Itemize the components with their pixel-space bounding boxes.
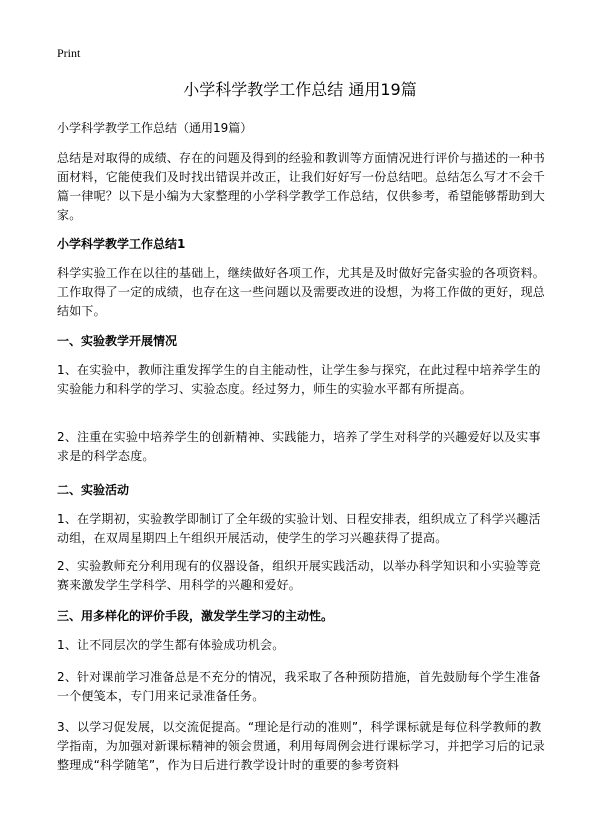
- section-1-intro: 科学实验工作在以往的基础上，继续做好各项工作，尤其是及时做好完备实验的各项资料。工作取得了一定的成绩，也存在这一些问题以及需要改进的设想，为将工作做的更好，现总结如下。: [57, 266, 546, 318]
- section-heading-1: 小学科学教学工作总结1: [57, 237, 186, 251]
- paragraph-3-3: 3、以学习促发展，以交流促提高。“理论是行动的准则”，科学课标就是每位科学教师的教学指南，为加强对新课标精神的领会贯通，利用每周例会进行课标学习，并把学习后的记录整理成“科学随笔”，作为日后进行教学设计时的重要的参考资料: [57, 720, 546, 772]
- subheading-experiment-teaching: 一、实验教学开展情况: [57, 334, 178, 348]
- paragraph-2-1: 1、在学期初，实验教学即制订了全年级的实验计划、日程安排表，组织成立了科学兴趣活动组，在双周星期四上午组织开展活动，使学生的学习兴趣获得了提高。: [57, 512, 541, 545]
- document-subtitle: 小学科学教学工作总结（通用19篇）: [57, 121, 253, 135]
- paragraph-3-2: 2、针对课前学习准备总是不充分的情况，我采取了各种预防措施，首先鼓励每个学生准备一个便笺本，专门用来记录准备任务。: [57, 670, 541, 703]
- paragraph-2-2: 2、实验教师充分利用现有的仪器设备，组织开展实践活动，以举办科学知识和小实验等竞赛来激发学生学科学、用科学的兴趣和爱好。: [57, 559, 541, 592]
- subheading-evaluation: 三、用多样化的评价手段，激发学生学习的主动性。: [57, 609, 334, 623]
- paragraph-3-1: 1、让不同层次的学生都有体验成功机会。: [57, 638, 285, 652]
- print-link[interactable]: Print: [57, 46, 81, 60]
- subheading-experiment-activities: 二、实验活动: [57, 483, 130, 497]
- intro-paragraph: 总结是对取得的成绩、存在的问题及得到的经验和教训等方面情况进行评价与描述的一种书面材料，它能使我们及时找出错误并改正，让我们好好写一份总结吧。总结怎么写才不会千篇一律呢？以下是小编为大家整理的小学科学教学工作总结，仅供参考，希望能够帮助到大家。: [57, 151, 546, 222]
- paragraph-1-1: 1、在实验中，教师注重发挥学生的自主能动性，让学生参与探究，在此过程中培养学生的实验能力和科学的学习、实验态度。经过努力，师生的实验水平都有所提高。: [57, 363, 541, 396]
- document-title: 小学科学教学工作总结 通用19篇: [183, 80, 417, 99]
- paragraph-1-2: 2、注重在实验中培养学生的创新精神、实践能力，培养了学生对科学的兴趣爱好以及实事求是的科学态度。: [57, 430, 541, 463]
